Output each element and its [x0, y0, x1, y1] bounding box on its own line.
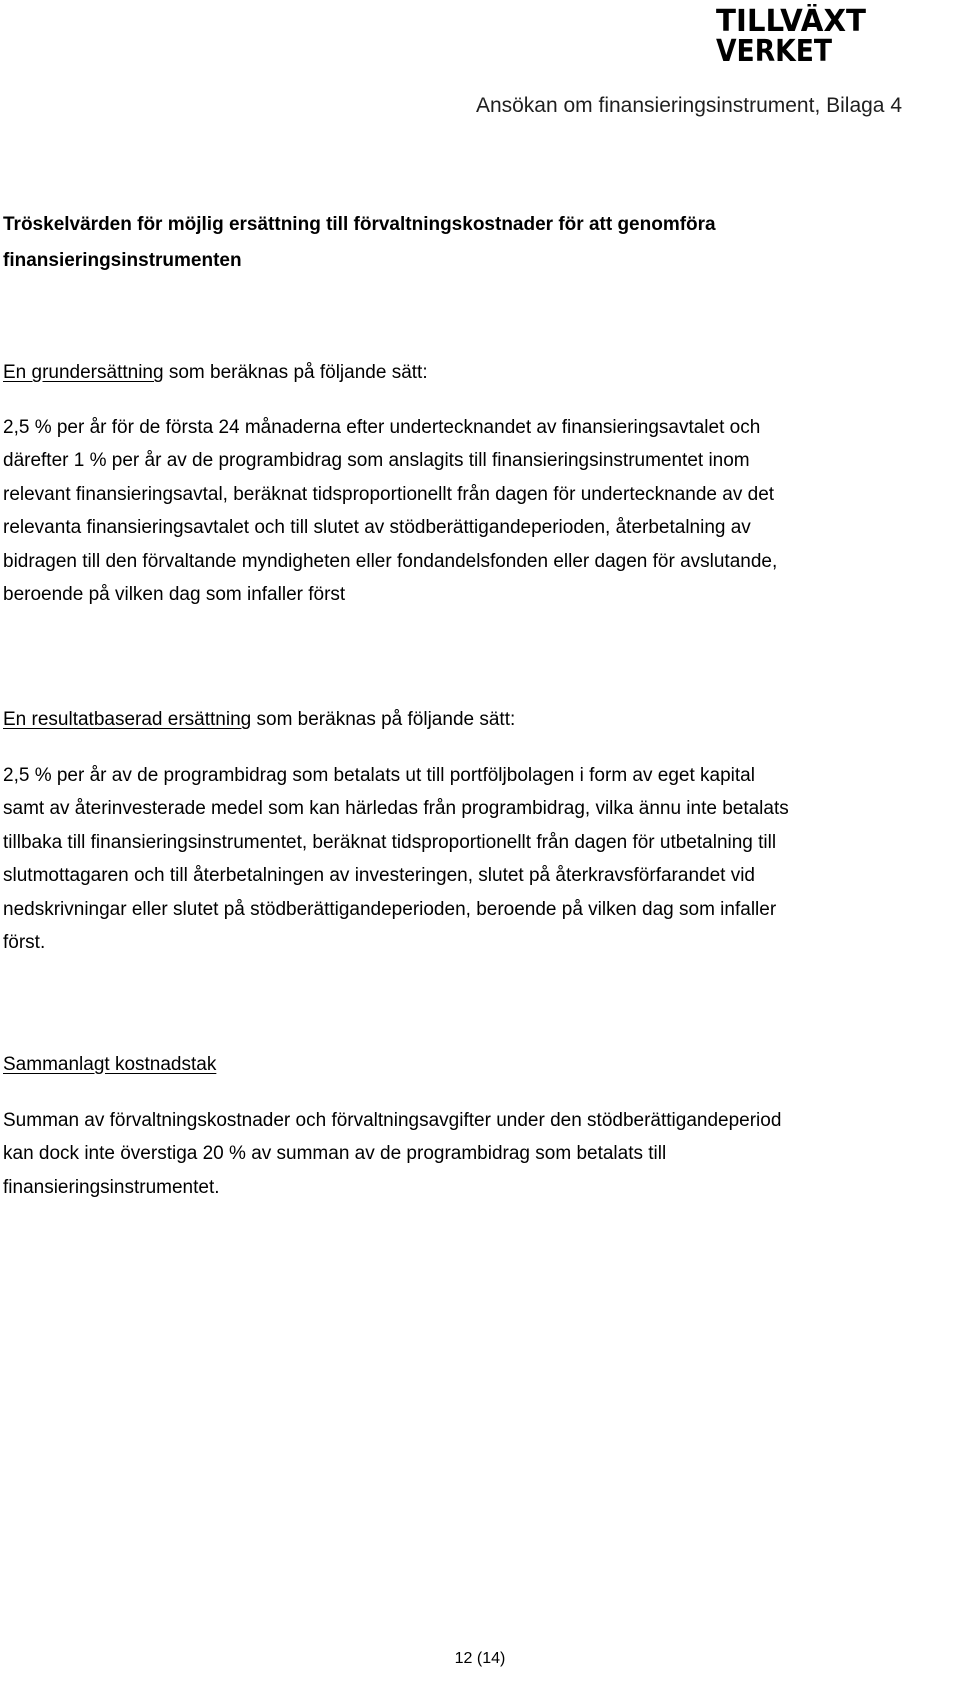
section-heading-rest: som beräknas på följande sätt: — [251, 709, 516, 730]
section-heading-underlined: En resultatbaserad ersättning — [3, 709, 252, 730]
logo-wordmark — [716, 4, 884, 68]
tillvaxtverket-logo — [716, 4, 884, 68]
section-heading-resultatbaserad — [3, 703, 515, 737]
section-heading-grundersattning — [3, 356, 428, 390]
body-line: relevant finansieringsavtal, beräknat tidsproportionellt från dagen för undertecknande av det — [3, 483, 775, 505]
body-line: därefter 1 % per år av de programbidrag som anslagits till finansieringsinstrumentet inom — [3, 450, 750, 472]
document-title-line: finansieringsinstrumenten — [3, 250, 242, 271]
body-line: först. — [3, 932, 46, 954]
body-line: samt av återinvesterade medel som kan härledas från programbidrag, vilka ännu inte betalats — [3, 798, 789, 820]
document-header: Ansökan om finansieringsinstrument, Bilaga 4 — [475, 94, 902, 117]
body-line: tillbaka till finansieringsinstrumentet, beräknat tidsproportionellt från dagen för utbetalning till — [3, 831, 777, 853]
document-title — [3, 207, 943, 279]
body-line: nedskrivningar eller slutet på stödberättigandeperioden, beroende på vilken dag som infaller — [3, 898, 777, 920]
section-heading-kostnadstak — [3, 1048, 216, 1082]
section-body-grundersattning — [3, 411, 955, 611]
document-title-line: Tröskelvärden för möjlig ersättning till förvaltningskostnader för att genomföra — [3, 214, 716, 235]
body-line: kan dock inte överstiga 20 % av summan av de programbidrag som betalats till — [3, 1143, 667, 1165]
body-line: bidragen till den förvaltande myndigheten eller fondandelsfonden eller dagen för avslutande, — [3, 550, 778, 572]
section-heading-underlined: En grundersättning — [3, 362, 164, 383]
body-line: Summan av förvaltningskostnader och förvaltningsavgifter under den stödberättigandeperiod — [3, 1110, 782, 1131]
logo-line-2: VERKET — [716, 34, 833, 68]
body-line: slutmottagaren och till återbetalningen av investeringen, slutet på återkravsförfarandet vid — [3, 865, 755, 887]
page-number: 12 (14) — [454, 1650, 506, 1667]
body-line: relevanta finansieringsavtalet och till slutet av stödberättigandeperioden, återbetalning av — [3, 517, 751, 539]
body-line: finansieringsinstrumentet. — [3, 1176, 220, 1198]
body-line: 2,5 % per år för de första 24 månaderna efter undertecknandet av finansieringsavtalet och — [3, 417, 761, 438]
section-body-resultatbaserad — [3, 759, 955, 959]
body-line: 2,5 % per år av de programbidrag som betalats ut till portföljbolagen i form av eget kapital — [3, 765, 755, 786]
body-line: beroende på vilken dag som infaller först — [3, 584, 346, 606]
section-heading-underlined: Sammanlagt kostnadstak — [3, 1054, 217, 1075]
section-body-kostnadstak — [3, 1104, 955, 1204]
logo-line-1: TILLVÄXT — [716, 4, 870, 39]
section-heading-rest: som beräknas på följande sätt: — [163, 362, 428, 383]
